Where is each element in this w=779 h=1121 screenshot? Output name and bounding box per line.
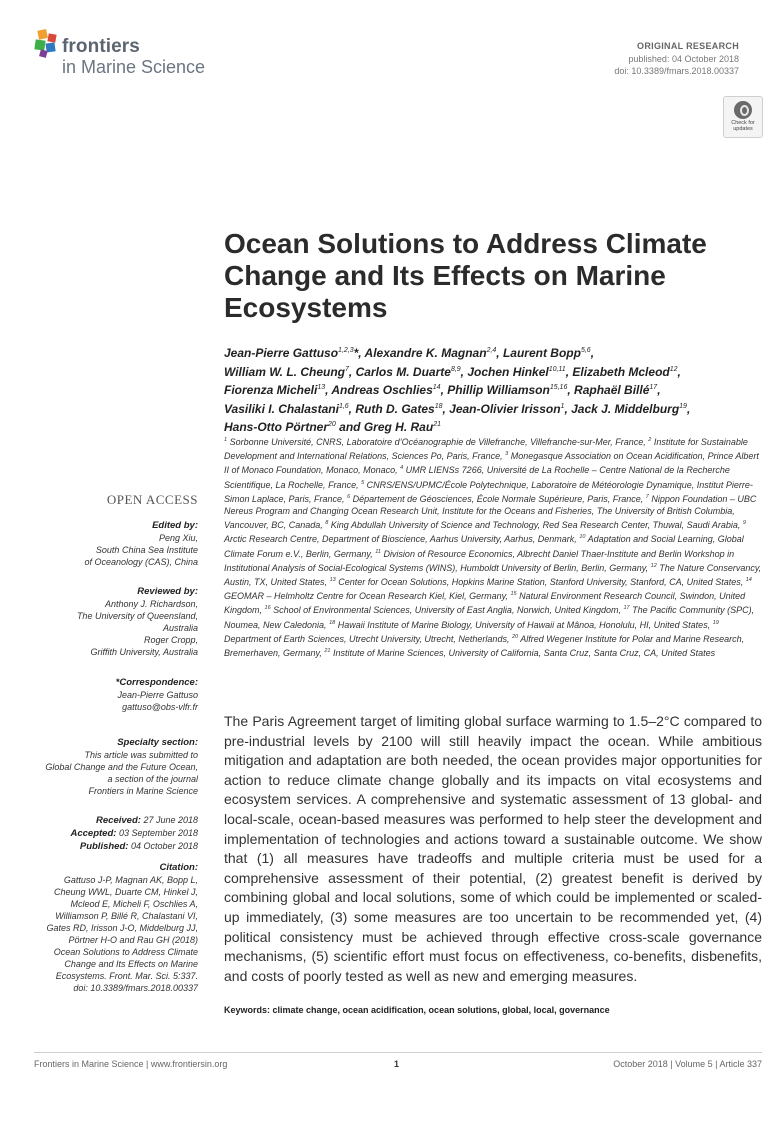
affiliation-number: 4 [400,465,404,472]
affiliation-number: 12 [650,562,657,569]
received-date: 27 June 2018 [143,815,198,825]
affiliation-number: 15 [510,591,517,598]
author-name[interactable]: Laurent Bopp$^{5,6}$ [502,346,591,360]
affiliation-number: 5 [361,479,365,486]
footer-issue-info: October 2018 | Volume 5 | Article 337 [613,1059,762,1069]
author-name[interactable]: Jean-Olivier Irisson$^1$ [449,401,565,416]
citation-line: Gates RD, Irisson J-O, Middelburg JJ, [46,923,198,933]
frontiers-logo-icon [34,28,62,58]
author-name[interactable]: Alexandre K. Magnan$^{2,4}$ [364,346,497,360]
keywords: Keywords: climate change, ocean acidification, ocean solutions, global, local, governance [224,1005,610,1015]
affiliation-text: Institute of Marine Sciences, University of California, Santa Cruz, Santa Cruz, CA, United States [330,648,716,659]
reviewed-by-label: Reviewed by: [137,586,198,597]
affiliation-number: 13 [329,577,336,584]
citation-label: Citation: [159,862,198,873]
affiliation-text: Center for Ocean Solutions, Hopkins Marine Station, Stanford University, Stanford, CA, United States, [335,577,746,588]
affiliation-text: Alfred Wegener Institute for Polar and Marine Research, Bremerhaven, Germany, [224,633,745,659]
citation-line: Pörtner H-O and Rau GH (2018) [68,935,198,945]
author-affiliation-marker: 19 [679,402,687,410]
refresh-icon [734,101,752,119]
affiliation-number: 18 [329,619,336,626]
specialty-text: This article was submitted to [84,750,198,760]
reviewer-affiliation: The University of Queensland, [76,611,198,621]
affiliation-number: 11 [375,548,381,555]
edited-by-block [34,520,198,568]
affiliation-text: Department of Earth Sciences, Utrecht University, Utrecht, Netherlands, [224,633,512,644]
affiliation-text: Nippon Foundation – UBC Nereus Program and Changing Ocean Research Unit, Institute for the Oceans and Fisheries, The University of British Columbia, Vancouver, BC, Canada, [224,493,757,531]
affiliation-text: CNRS/ENS/UPMC/École Polytechnique, Laboratoire de Météorologie Dynamique, Institut Pierre-Simon Laplace, Paris, France, [224,479,753,504]
published-label: Published: [79,841,129,852]
author-affiliation-marker: 12 [669,365,678,373]
published-row [34,840,198,853]
affiliation-text: UMR LIENSs 7266, Université de La Rochelle – Centre National de la Recherche Scientifique, La Rochelle, France, [224,465,730,490]
affiliation-number: 2 [648,437,652,443]
author-affiliation-marker: 14 [432,384,441,391]
affiliation-text: School of Environmental Sciences, University of East Anglia, Norwich, United Kingdom, [270,605,624,616]
author-list: Jean-Pierre Gattuso$^{1,2,3}$*, Alexandre K. Magnan$^{2,4}$, Laurent Bopp$^{5,6}$, William W. L. Cheung$^7$, Carlos M. Duarte$^{8,9}$, Jochen Hinkel$^{10,11}$, Elizabeth Mcleod$^{12}$, Fiorenza Micheli$^{13}$, Andreas Oschlies$^{14}$, Phillip Williamson$^{15,16}$, Raphaël Billé$^{17}$, Vasiliki I. Chalastani$^{1,6}$, Ruth D. Gates$^{18}$, Jean-Olivier Irisson$^1$, Jack J. Middelburg$^{19}$, Hans-Otto Pörtner$^{20}$ and Greg H. Rau$^{21}$ [224,346,691,434]
affiliation-number: 3 [505,451,509,458]
author-affiliation-marker: 18 [434,402,443,410]
author-name[interactable]: Jean-Pierre Gattuso$^{1,2,3}$ [224,346,354,360]
specialty-section-block [34,737,198,797]
accepted-label: Accepted: [70,828,117,839]
specialty-text: Frontiers in Marine Science [88,786,198,796]
correspondence-block [34,677,198,713]
accepted-date: 03 September 2018 [118,828,198,838]
author-name[interactable]: Carlos M. Duarte$^{8,9}$ [355,364,461,379]
correspondence-email[interactable]: gattuso@obs-vlfr.fr [122,702,198,712]
abstract: The Paris Agreement target of limiting global surface warming to 1.5–2°C compared to pre-industrial levels by 2100 will still heavily impact the ocean. While ambitious mitigation and adaptation are both needed, the ocean provides major opportunities for action to reduce climate change globally and its impacts on vital ecosystems and ecosystem services. A comprehensive and systematic assessment of 13 global- and local-scale, ocean-based measures was performed to help steer the development and implementation of technologies and actions toward a sustainable outcome. We show that (1) all measures have tradeoffs and multiple criteria must be used for a comprehensive assessment of their potential, (2) greatest benefit is derived by combining global and local solutions, some of which could be implemented or scaled-up immediately, (3) some measures are too uncertain to be recommended yet, (4) political consistency must be achieved through effective cross-scale governance mechanisms, (5) scientific effort must focus on effectiveness, co-benefits, disbenefits, and costs of poorly tested as well as new and emerging measures. [224,713,762,984]
author-affiliation-marker: 5,6 [580,347,591,354]
author-affiliation-marker: 7 [345,365,349,373]
author-name[interactable]: Andreas Oschlies$^{14}$ [331,383,441,397]
editor-affiliation: South China Sea Institute [95,545,198,555]
edited-by-label: Edited by: [152,520,198,531]
author-name[interactable]: Fiorenza Micheli$^{13}$ [224,383,326,397]
affiliation-number: 16 [264,605,271,612]
article-type: ORIGINAL RESEARCH [637,41,739,51]
affiliation-number: 7 [645,493,649,500]
author-affiliation-marker: 8,9 [450,365,461,373]
author-affiliation-marker: 15,16 [549,384,568,391]
author-affiliation-marker: 17 [649,384,658,391]
author-name[interactable]: Hans-Otto Pörtner$^{20}$ [224,420,336,434]
editor-name: Peng Xiu, [158,533,198,543]
specialty-text: a section of the journal [107,774,198,784]
check-for-updates-button[interactable] [723,96,763,138]
affiliation-text: Division of Resource Economics, Albrecht Daniel Thaer-Institute and Berlin Workshop in Institutional Analysis of Social-Ecological Systems (WINS), Humboldt University of Berlin, Berlin, Germany, [224,548,735,573]
footer-journal-link[interactable]: Frontiers in Marine Science | www.frontiersin.org [34,1059,228,1069]
open-access-label: OPEN ACCESS [106,492,198,507]
citation-line: Williamson P, Billé R, Chalastani VI, [55,911,198,921]
affiliation-text: Arctic Research Centre, Department of Bioscience, Aarhus University, Aarhus, Denmark, [224,534,580,545]
author-name[interactable]: Vasiliki I. Chalastani$^{1,6}$ [224,401,349,416]
received-row [34,814,198,827]
affiliation-number: 6 [347,493,351,500]
affiliation-number: 17 [623,605,630,612]
affiliation-text: Institute for Sustainable Development and International Relations, Sciences Po, Paris, France, [224,437,748,462]
published-date-header: published: 04 October 2018 [628,54,739,64]
author-name[interactable]: Ruth D. Gates$^{18}$ [355,401,443,416]
affiliation-text: The Pacific Community (SPC), Noumea, New Caledonia, [224,605,755,630]
author-name[interactable]: Jack J. Middelburg$^{19}$ [571,401,687,416]
citation-doi[interactable]: doi: 10.3389/fmars.2018.00337 [73,983,198,993]
specialty-text: Global Change and the Future Ocean, [45,762,198,772]
citation-line: Mcleod E, Micheli F, Oschlies A, [70,899,198,909]
doi-header[interactable] [614,66,739,76]
citation-block [34,862,198,994]
affiliation-number: 8 [325,520,329,527]
reviewer-affiliation: Griffith University, Australia [90,647,198,657]
author-affiliation-marker: 10,11 [548,365,566,373]
reviewer-name: Roger Cropp, [143,635,198,645]
affiliation-list [224,434,764,659]
published-date: 04 October 2018 [130,841,198,851]
author-affiliation-marker: 1,2,3 [338,347,354,354]
author-name[interactable]: Elizabeth Mcleod$^{12}$ [572,364,678,379]
affiliation-number: 10 [579,534,586,541]
author-affiliation-marker: 21 [433,421,441,428]
affiliation-number: 19 [712,619,719,626]
check-updates-label: Check for updates [731,120,755,132]
citation-line: Cheung WWL, Duarte CM, Hinkel J, [53,887,198,897]
affiliation-number: 21 [324,648,331,655]
affiliation-text: Sorbonne Université, CNRS, Laboratoire d’Océanographie de Villefranche, Villefranche-sur-Mer, France, [227,437,649,447]
author-affiliation-marker: 1 [560,402,565,410]
citation-line: Gattuso J-P, Magnan AK, Bopp L, [63,875,198,885]
accepted-row [34,827,198,840]
doi-link[interactable]: doi: 10.3389/fmars.2018.00337 [614,66,739,76]
affiliation-text: GEOMAR – Helmholtz Centre for Ocean Research Kiel, Kiel, Germany, [224,591,511,602]
page-number: 1 [394,1059,400,1069]
author-name[interactable]: William W. L. Cheung$^7$ [224,364,349,379]
affiliation-text: Natural Environment Research Council, Swindon, United Kingdom, [224,591,746,616]
reviewer-affiliation: Australia [162,623,198,633]
logo-wordmark: frontiers [62,36,140,57]
affiliation-text: King Abdullah University of Science and Technology, Red Sea Research Center, Thuwal, Saudi Arabia, [328,520,743,531]
citation-line: Change and Its Effects on Marine [64,959,198,969]
author-affiliation-marker: 20 [328,421,336,428]
correspondence-label: *Correspondence: [115,677,198,688]
frontiers-logo [34,28,62,63]
affiliation-number: 9 [742,520,746,527]
correspondence-name: Jean-Pierre Gattuso [117,690,198,700]
affiliation-number: 20 [511,633,519,640]
author-name[interactable]: Greg H. Rau$^{21}$ [363,420,441,434]
author-name[interactable]: Raphaël Billé$^{17}$ [574,383,658,397]
reviewer-name: Anthony J. Richardson, [104,599,198,609]
affiliation-text: Adaptation and Social Learning, Global Climate Forum e.V., Berlin, Germany, [224,534,744,559]
journal-name: in Marine Science [62,57,206,77]
author-affiliation-marker: 2,4 [486,347,497,354]
affiliation-text: Hawaii Institute of Marine Biology, University of Hawaii at Mânoa, Honolulu, HI, United States, [335,619,713,630]
dates-block [34,814,198,853]
reviewed-by-block [34,586,198,658]
author-name[interactable]: Phillip Williamson$^{15,16}$ [447,383,568,397]
affiliation-text: Monegasque Association on Ocean Acidification, Prince Albert II of Monaco Foundation, Monaco, Monaco, [224,451,759,476]
article-title: Ocean Solutions to Address Climate Change and Its Effects on Marine Ecosystems [224,228,707,323]
specialty-label: Specialty section: [117,737,198,748]
citation-line: Ecosystems. Front. Mar. Sci. 5:337. [55,971,198,981]
author-affiliation-marker: 13 [317,384,326,391]
editor-affiliation: of Oceanology (CAS), China [84,557,198,567]
affiliation-text: Département de Géosciences, École Normale Supérieure, Paris, France, [350,493,646,504]
author-name[interactable]: Jochen Hinkel$^{10,11}$ [467,364,566,379]
author-affiliation-marker: 1,6 [338,402,349,410]
affiliation-number: 14 [745,577,752,584]
affiliation-text: The Nature Conservancy, Austin, TX, United States, [224,562,762,588]
citation-line: Ocean Solutions to Address Climate [53,947,198,957]
footer-divider [34,1052,762,1053]
received-label: Received: [96,815,141,826]
affiliation-number: 1 [224,437,228,443]
